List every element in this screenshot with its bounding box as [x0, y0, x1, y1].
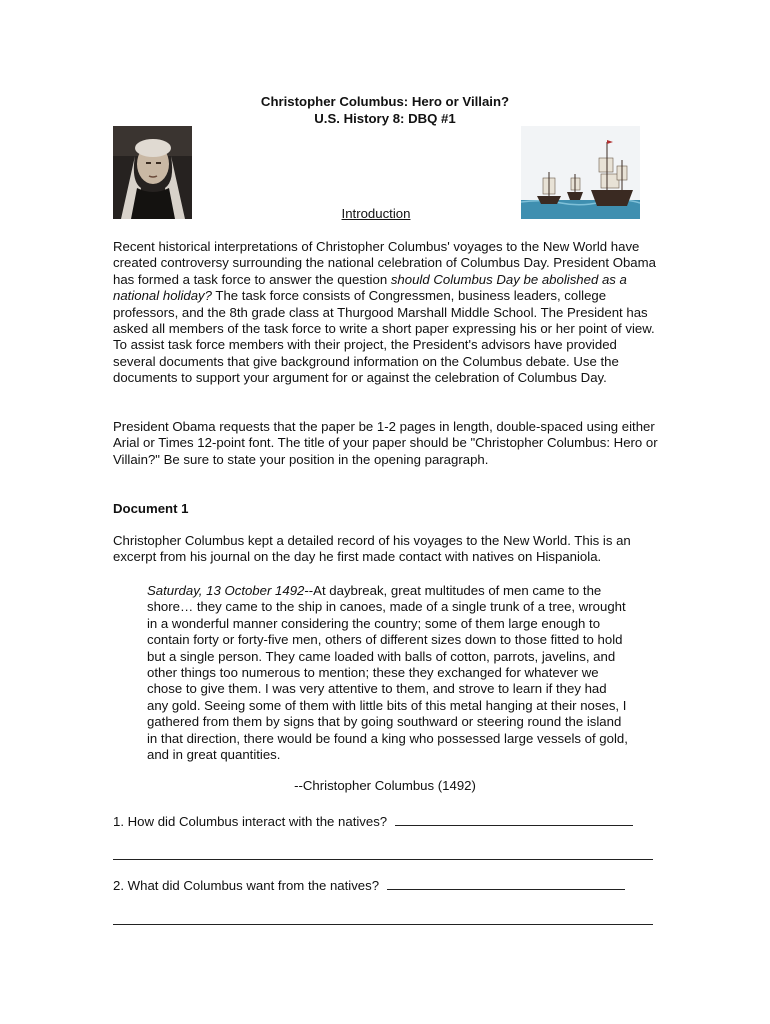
introduction-heading: Introduction	[341, 206, 411, 221]
document-subtitle: U.S. History 8: DBQ #1	[314, 111, 456, 126]
intro-p1-text-a: Recent historical interpretations of Christopher Columbus' voyages to the New World have created controversy surrounding the national celebration of Columbus Day. President Obama has formed a task force to answer the question	[113, 239, 656, 287]
question-2	[113, 877, 625, 893]
answer-2-line[interactable]	[113, 924, 653, 925]
title-block	[0, 93, 770, 127]
answer-1-blank[interactable]	[395, 813, 633, 826]
question-1-text: 1. How did Columbus interact with the natives?	[113, 814, 388, 829]
question-1	[113, 813, 633, 829]
introduction-paragraph-1	[113, 239, 658, 387]
answer-1-line[interactable]	[113, 859, 653, 860]
introduction-paragraph-2: President Obama requests that the paper be 1-2 pages in length, double-spaced using either Arial or Times 12-point font. The title of your paper should be "Christopher Columbus: Hero or Villain?" Be sure to state your position in the opening paragraph.	[113, 419, 658, 467]
document-1-intro: Christopher Columbus kept a detailed record of his voyages to the New World. This is an excerpt from his journal on the day he first made contact with natives on Hispaniola.	[113, 533, 631, 565]
excerpt-attribution: --Christopher Columbus (1492)	[294, 778, 476, 793]
document-title: Christopher Columbus: Hero or Villain?	[260, 94, 510, 109]
intro-p1-question: should Columbus Day be abolished as a national holiday?	[113, 271, 627, 304]
journal-excerpt	[147, 583, 629, 763]
intro-p1-text-b: The task force consists of Congressmen, business leaders, college professors, and the 8th grade class at Thurgood Marshall Middle School. The President has asked all members of the task force to write a short paper expressing his or her point of view. To assist task force members with their project, the President's advisors have provided several documents that give background information on the Columbus debate. Use the documents to support your argument for or against the celebration of Columbus Day.	[113, 288, 655, 386]
answer-2-blank[interactable]	[387, 877, 625, 890]
document-1-heading: Document 1	[113, 501, 189, 516]
journal-date: Saturday, 13 October 1492	[147, 583, 305, 598]
journal-text: --At daybreak, great multitudes of men came to the shore… they came to the ship in canoes, made of a single trunk of a tree, wrought in a wonderful manner considering the country; some of them large enough to contain forty or forty-five men, others of different sizes down to those fitted to hold but a single person. They came loaded with balls of cotton, parrots, javelins, and other things too numerous to mention; these they exchanged for whatever we chose to give them. I was very attentive to them, and strove to learn if they had any gold. Seeing some of them with little bits of this metal hanging at their noses, I gathered from them by signs that by going southward or steering round the island in that direction, there would be found a king who possessed large vessels of gold, and in great quantities.	[147, 583, 628, 763]
question-2-text: 2. What did Columbus want from the natives?	[113, 878, 380, 893]
